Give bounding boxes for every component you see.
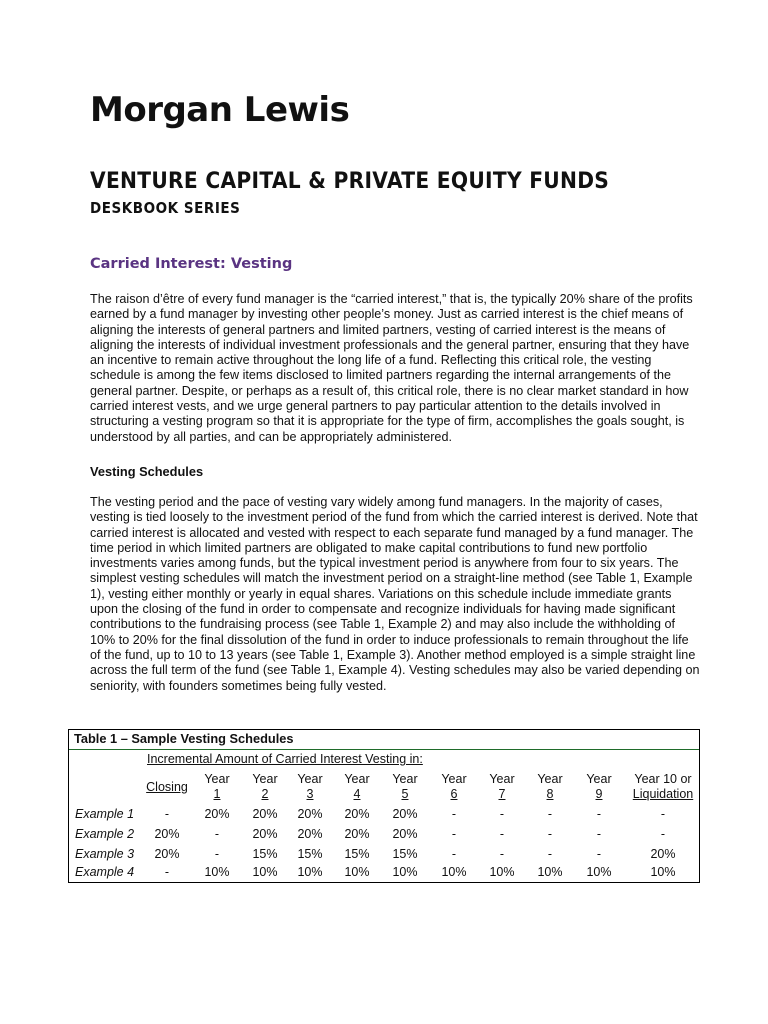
column-header-bottom: 8	[546, 787, 554, 801]
table-cell: 20%	[344, 827, 370, 841]
table-cell: 20%	[392, 827, 418, 841]
column-header-bottom: Closing	[146, 780, 188, 794]
column-header-bottom: 3	[306, 787, 314, 801]
column-header	[571, 772, 627, 802]
table-cell: 10%	[489, 865, 515, 879]
vesting-schedules-heading: Vesting Schedules	[90, 464, 204, 479]
table-cell: -	[164, 807, 170, 821]
column-header	[625, 772, 701, 802]
table-caption: Table 1 – Sample Vesting Schedules	[74, 731, 294, 746]
table-cell: -	[547, 827, 553, 841]
table-cell: 10%	[537, 865, 563, 879]
column-header-top: Year	[586, 772, 612, 786]
row-label: Example 3	[75, 847, 135, 861]
column-header-top: Year	[489, 772, 515, 786]
column-header	[377, 772, 433, 802]
table-cell: 10%	[297, 865, 323, 879]
table-cell: 20%	[297, 807, 323, 821]
vesting-table	[68, 729, 700, 883]
table-cell: 20%	[154, 827, 180, 841]
column-header-bottom: 6	[450, 787, 458, 801]
table-cell: -	[660, 807, 666, 821]
table-cell: 20%	[154, 847, 180, 861]
table-cell: 15%	[344, 847, 370, 861]
table-cell: 10%	[344, 865, 370, 879]
table-cell: -	[660, 827, 666, 841]
column-header-bottom: 5	[401, 787, 409, 801]
table-cell: -	[596, 847, 602, 861]
document-subtitle: DESKBOOK SERIES	[90, 199, 241, 217]
table-cell: -	[499, 827, 505, 841]
column-header-bottom: 1	[213, 787, 221, 801]
section-heading: Carried Interest: Vesting	[90, 256, 293, 272]
table-cell: 20%	[252, 807, 278, 821]
table-cell: 15%	[252, 847, 278, 861]
column-header	[139, 780, 195, 795]
table-cell: -	[547, 847, 553, 861]
table-cell: 20%	[344, 807, 370, 821]
row-label: Example 1	[75, 807, 135, 821]
intro-paragraph: The raison d’être of every fund manager is the “carried interest,” that is, the typically 20% share of the profits earned by a fund manager by investing other people’s money. Just as carried interest is the chief means of aligning the interests of general partners and limited partners, vesting of carried interest is the means of aligning the interests of individual investment professionals and the general partner, ensuring that they have an incentive to remain active throughout the long life of a fund. Reflecting this critical role, the vesting schedule is among the few items disclosed to limited partners regarding the internal arrangements of the general partner. Despite, or perhaps as a result of, this critical role, there is no clear market standard in how carried interest vests, and we urge general partners to pay particular attention to the details involved in structuring a vesting program so that it is appropriate for the type of firm, accomplishes the goals sought, is understood by all parties, and can be appropriately administered.	[90, 292, 693, 444]
vesting-schedules-paragraph: The vesting period and the pace of vesting vary widely among fund managers. In the majority of cases, vesting is tied loosely to the investment period of the fund from which the carried interest is derived. Note that carried interest is allocated and vested with respect to each separate fund managed by a fund manager. The time period in which limited partners are obligated to make capital contributions to fund new portfolio investments varies among funds, but the typical investment period is anywhere from four to six years. The simplest vesting schedules will match the investment period on a straight-line method (see Table 1, Example 1), vesting either monthly or yearly in equal shares. Variations on this schedule include immediate grants upon the closing of the fund in order to compensate and recognize individuals for having made significant contributions to the fundraising process (see Table 1, Example 2) and may also include the withholding of 10% to 20% for the final dissolution of the fund in order to induce professionals to remain throughout the life of the fund, up to 10 to 13 years (see Table 1, Example 3). Another method employed is a simple straight line across the full term of the fund (see Table 1, Example 4). Vesting schedules may also be varied depending on seniority, with founders sometimes being fully vested.	[90, 495, 700, 693]
table-cell: -	[214, 827, 220, 841]
table-cell: 10%	[204, 865, 230, 879]
table-cell: 20%	[252, 827, 278, 841]
row-label: Example 2	[75, 827, 135, 841]
column-header-bottom: 7	[498, 787, 506, 801]
column-header-top: Year	[344, 772, 370, 786]
table-cell: -	[164, 865, 170, 879]
column-header	[522, 772, 578, 802]
table-cell: 10%	[586, 865, 612, 879]
table-cell: -	[451, 807, 457, 821]
table-cell: 20%	[297, 827, 323, 841]
column-header-top: Year	[441, 772, 467, 786]
table-cell: 10%	[392, 865, 418, 879]
table-cell: 15%	[392, 847, 418, 861]
table-cell: 10%	[650, 865, 676, 879]
table-cell: 20%	[204, 807, 230, 821]
column-header-bottom: 9	[595, 787, 603, 801]
column-header-bottom: 2	[261, 787, 269, 801]
column-header-top: Year	[297, 772, 323, 786]
table-cell: 10%	[252, 865, 278, 879]
caption-divider	[69, 749, 699, 750]
column-header-bottom: 4	[353, 787, 361, 801]
firm-logo: Morgan Lewis	[90, 90, 350, 130]
table-cell: 20%	[392, 807, 418, 821]
table-cell: 10%	[441, 865, 467, 879]
table-cell: -	[596, 827, 602, 841]
table-cell: -	[499, 807, 505, 821]
column-header-top: Year 10 or	[634, 772, 692, 786]
table-cell: -	[547, 807, 553, 821]
table-cell: -	[451, 847, 457, 861]
table-cell: -	[214, 847, 220, 861]
column-header-top: Year	[392, 772, 418, 786]
column-header-top: Year	[537, 772, 563, 786]
column-header-top: Year	[252, 772, 278, 786]
row-label: Example 4	[75, 865, 135, 879]
document-title: VENTURE CAPITAL & PRIVATE EQUITY FUNDS	[90, 168, 610, 194]
table-cell: -	[596, 807, 602, 821]
table-cell: -	[451, 827, 457, 841]
column-header-bottom: Liquidation	[632, 787, 694, 801]
table-cell: 20%	[650, 847, 676, 861]
column-header-top: Year	[204, 772, 230, 786]
table-cell: 15%	[297, 847, 323, 861]
table-cell: -	[499, 847, 505, 861]
table-group-header: Incremental Amount of Carried Interest Vesting in:	[147, 752, 423, 766]
